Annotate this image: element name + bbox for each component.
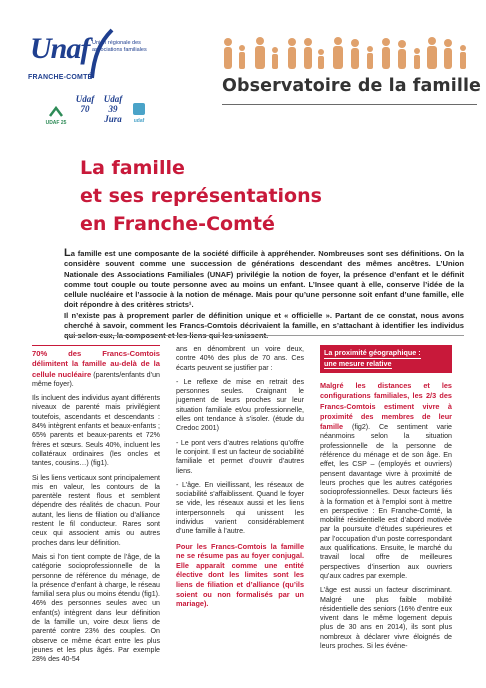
lead-highlight: Malgré les distances et les configurations familiales, les 2/3 des Francs-Comtois estiment vivre à proximité des membres de leur famille xyxy=(320,381,452,432)
bullet-paragraph: - Le pont vers d’autres relations qu’offre le conjoint. Il est un facteur de sociabilité familiale et permet d’ouvrir d’autres liens. xyxy=(176,438,304,475)
partner-logo-udaf39: Udaf 39 Jura xyxy=(103,94,123,124)
paragraph: ans en dénombrent un voire deux, contre 40% des plus de 70 ans. Ces écarts peuvent se justifier par : xyxy=(176,345,304,372)
family-silhouettes-icon xyxy=(220,36,470,72)
logo-swoosh-icon xyxy=(86,28,116,80)
paragraph: L’âge est aussi un facteur discriminant. Malgré une plus faible mobilité résidentielle des seniors (16% d’entre eux vivent dans le même logement depuis plus de 30 ans en 2014), ils sont plus nombreux à déclarer vivre éloignés de leurs proches. Si les événe- xyxy=(320,586,452,651)
partner-logo-udaf: udaf xyxy=(128,102,150,124)
lead-tail: (parents/enfants d’un même foyer). xyxy=(32,370,160,388)
section-divider xyxy=(64,335,464,336)
partner-logo-udaf25: UDAF 25 xyxy=(44,106,68,126)
title-line: La famille xyxy=(80,157,185,179)
paragraph: Mais si l’on tient compte de l’âge, de la catégorie socioprofessionnelle de la personne de référence du ménage, de la présence d’enfant à charge, le réseau familial sera plus ou moins étendu (fig1). 46% des personnes seules avec un enfant(s) intègrent dans leur définition de la famille un, voire deux liens de parenté contre 23% des couples. On observe ce même écart entre les plus jeunes et les plus âgés. Par exemple 28% des 40-54 xyxy=(32,552,160,664)
paragraph: Si les liens verticaux sont principalement mis en valeur, les contours de la parentèle restent flous et semblent dépendre des réalités de chacun. Pour autant, les liens de filiation ou d’alliance restent le fil conducteur. Rares sont ceux qui associent amis ou autres proches dans leur définition. xyxy=(32,473,160,547)
highlight-paragraph: Pour les Francs-Comtois la famille ne se résume pas au foyer conjugal. Elle apparaît comme une entité élective dont les limites sont les liens de filiation et d’alliance (qu’ils soient ou non formalisés par un mariage). xyxy=(176,541,304,609)
column-2 xyxy=(176,345,304,614)
column-1 xyxy=(32,345,160,670)
observatory-title: Observatoire de la famille xyxy=(222,76,482,96)
lead-highlight: 70% des Francs-Comtois délimitent la famille au-delà de la cellule nucléaire xyxy=(32,349,160,379)
partner-logo-udaf70: Udaf 70 xyxy=(75,94,95,114)
intro-p1: a famille est une composante de la société difficile à appréhender. Nombreuses sont ses définitions. On la considère souvent comme une succession de générations descendant des mêmes ancêtres. L’Union Nationale des Associations Familiales (UNAF) privilégie la notion de foyer, la présence d’enfant et le définit comme tout couple ou toute personne avec au moins un enfant. L’Insee quant à elle, conserve l’idée de la cellule nucléaire et l’associe à la notion de ménage. Mais pour qu’une personne soit enfant d’une famille, elle doit répondre à des critères stricts¹. xyxy=(64,249,464,310)
logo-region: FRANCHE-COMTÉ xyxy=(28,74,93,81)
intro-paragraph xyxy=(64,248,464,311)
column-lead xyxy=(32,345,160,389)
udaf-icon xyxy=(132,102,146,116)
box-heading-line1: La proximité géographique : xyxy=(324,348,421,357)
header-rule xyxy=(222,104,477,105)
bullet-paragraph: - Le reflexe de mise en retrait des personnes seules. Craignant le jugement de leurs proches sur leur situation familiale et/ou professionnelle, elles ont tendance à s’isoler. (étude du Credoc 2001) xyxy=(176,377,304,433)
section-box-heading xyxy=(320,345,452,373)
partner-logos xyxy=(34,92,154,132)
logo-subtitle: Union régionale des associations familiales xyxy=(92,40,147,53)
paragraph xyxy=(320,381,452,581)
bullet-paragraph: - L’âge. En vieillissant, les réseaux de sociabilité s’affaiblissent. Quand le foyer se vide, les réseaux aussi et les liens interpersonnels qui unissent les individus varient considérablement d’une famille à l’autre. xyxy=(176,480,304,536)
box-heading-line2: une mesure relative xyxy=(324,358,392,368)
title-line: en Franche-Comté xyxy=(80,213,275,235)
lead-tail: (fig2). Ce sentiment varie néanmoins selon la situation professionnelle de la personne de référence du ménage et de son âge. En effet, les CSP – (employés et ouvriers) pensent davantage vivre à proximité de leurs proches que les autres catégories socioprofessionnelles. Deux facteurs liés à la formation et à l’emploi sont à mettre en perspective : En Franche-Comté, la mobilité résidentielle est d’abord motivée par la poursuite d’études supérieures et par l’occupation d’un poste correspondant aux qualifications. Ensuite, le marché du travail local offre de meilleures perspectives d’insertion aux ouvriers qu’aux cadres par exemple. xyxy=(320,423,452,580)
unaf-logo xyxy=(28,30,147,130)
drop-cap: L xyxy=(64,247,71,259)
title-line: et ses représentations xyxy=(80,185,322,207)
logo-wordmark: Unaf xyxy=(30,32,90,65)
intro-paragraph: Il n’existe pas à proprement parler de définition unique et « officielle ». Partant de ce constat, nous avons cherché à savoir, comment les Francs-Comtois décrivaient la famille, en s’attachant à identifier les individus xyxy=(64,310,464,331)
udaf25-icon xyxy=(48,106,64,118)
paragraph: Ils incluent des individus ayant différents niveaux de parenté mais privilégient toutefois, ascendants et descendants : 84% intègrent enfants et beaux-enfants ; 65% parents et beaux-parents et 72% frères et sœurs. Seuls 40%, incluent les collatéraux ordinaires (les oncles et tantes, cousins…) (fig1). xyxy=(32,394,160,468)
intro-text xyxy=(64,248,464,342)
column-3 xyxy=(320,345,452,656)
page-title xyxy=(80,154,322,238)
